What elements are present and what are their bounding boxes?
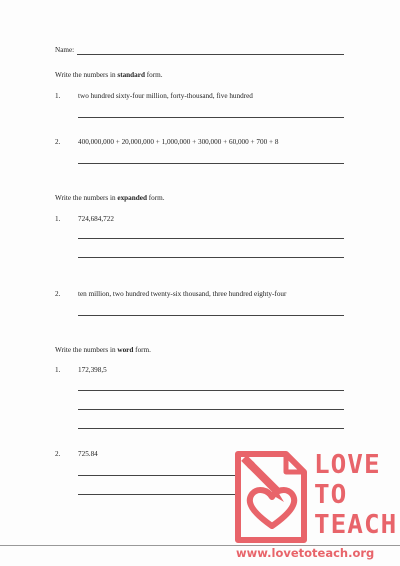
instruction-bold-word: word [117, 346, 134, 354]
instruction-prefix: Write the numbers in [55, 346, 118, 354]
question-number: 1. [55, 366, 61, 374]
question-text: ten million, two hundred twenty-six thousand, three hundred eighty-four [78, 290, 287, 298]
question-number: 1. [55, 215, 61, 223]
question-text: two hundred sixty-four million, forty-thousand, five hundred [78, 92, 253, 100]
question-number: 2. [55, 290, 61, 298]
instruction-suffix: form. [146, 194, 165, 202]
instruction-bold-word: expanded [117, 194, 147, 202]
question-text: 724,684,722 [78, 215, 114, 223]
question-number: 2. [55, 138, 61, 146]
pencil-heart-icon [232, 450, 312, 545]
answer-line[interactable] [78, 475, 238, 476]
logo-url: www.lovetoteach.org [236, 546, 375, 560]
answer-line[interactable] [78, 428, 344, 429]
name-label: Name: [55, 46, 75, 54]
love-to-teach-logo [232, 450, 398, 560]
answer-line[interactable] [78, 117, 344, 118]
question-text: 400,000,000 + 20,000,000 + 1,000,000 + 300,000 + 60,000 + 700 + 8 [78, 138, 279, 146]
instruction-standard [55, 72, 163, 79]
logo-word-love: LOVE [314, 450, 381, 480]
instruction-suffix: form. [133, 346, 151, 354]
instruction-expanded [55, 195, 165, 202]
answer-line[interactable] [78, 163, 344, 164]
question-number: 2. [55, 450, 61, 458]
instruction-word [55, 347, 151, 354]
instruction-bold-word: standard [117, 71, 145, 79]
answer-line[interactable] [78, 257, 344, 258]
answer-line[interactable] [78, 390, 344, 391]
question-text: 725.84 [78, 450, 98, 458]
name-answer-line[interactable] [77, 54, 344, 55]
answer-line[interactable] [78, 494, 238, 495]
instruction-prefix: Write the numbers in [55, 194, 118, 202]
answer-line[interactable] [78, 409, 344, 410]
logo-word-to: TO [314, 480, 348, 510]
answer-line[interactable] [78, 315, 344, 316]
instruction-prefix: Write the numbers in [55, 71, 118, 79]
instruction-suffix: form. [144, 71, 163, 79]
logo-word-teach: TEACH [314, 510, 398, 540]
question-text: 172,398,5 [78, 366, 107, 374]
question-number: 1. [55, 92, 61, 100]
answer-line[interactable] [78, 238, 344, 239]
